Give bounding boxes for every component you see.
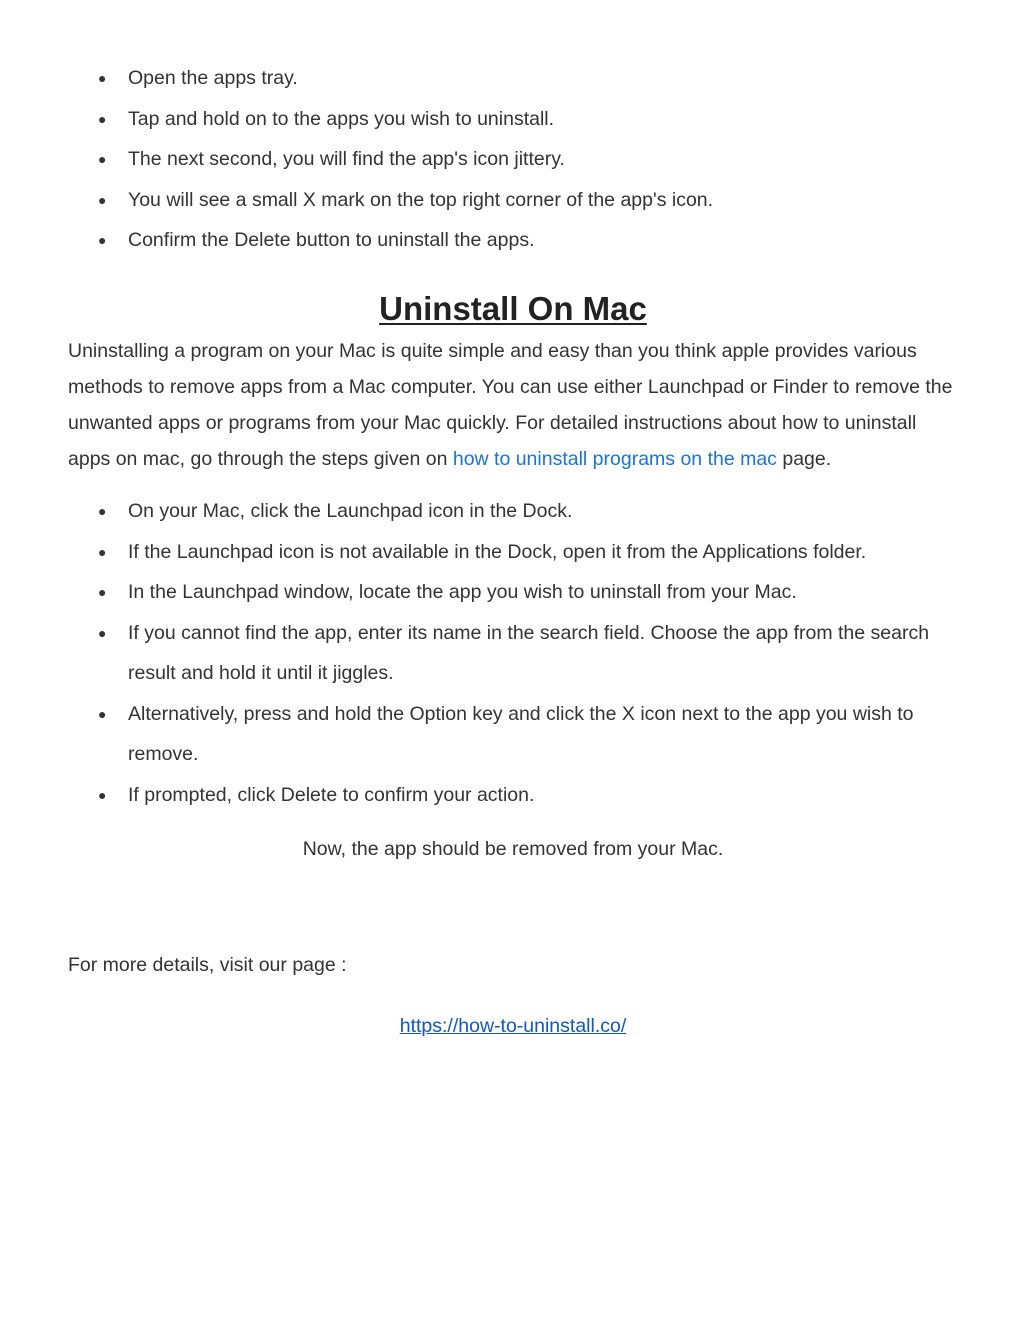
list-item-text: Open the apps tray.: [128, 67, 298, 89]
bullet-icon: ●: [98, 191, 107, 208]
list-item-text: Confirm the Delete button to uninstall the apps.: [128, 229, 535, 251]
list-item: [68, 775, 958, 816]
bullet-icon: ●: [98, 624, 107, 641]
bullet-icon: ●: [98, 70, 107, 86]
app-tray-steps-list: [68, 58, 958, 261]
bullet-icon: ●: [98, 584, 107, 601]
list-item: [68, 58, 958, 99]
mac-steps-list: [68, 491, 958, 815]
list-item: [68, 532, 958, 573]
section-heading: Uninstall On Mac: [379, 289, 647, 327]
more-details-text: For more details, visit our page :: [68, 954, 347, 977]
list-item: [68, 613, 958, 694]
site-url-line: [68, 1011, 958, 1041]
list-item: [68, 139, 958, 180]
list-item-text: In the Launchpad window, locate the app you wish to uninstall from your Mac.: [128, 581, 797, 604]
list-item: [68, 220, 958, 261]
list-item: [68, 99, 958, 140]
list-item-text: On your Mac, click the Launchpad icon in the Dock.: [128, 500, 573, 523]
site-url-link[interactable]: https://how-to-uninstall.co/: [399, 1015, 627, 1038]
paragraph-text: Uninstalling a program on your Mac is quite simple and easy than you think apple provides various methods to remove apps from a Mac computer. You can use either Launchpad or Finder to remove the unwanted apps or programs from your Mac quickly. For detailed instructions about how to uninstall apps on mac, go through the steps given on: [68, 339, 953, 471]
bullet-icon: ●: [98, 151, 107, 167]
document-body: [68, 58, 958, 1041]
paragraph-text-end: page.: [776, 448, 832, 471]
list-item-text: If you cannot find the app, enter its name in the search field. Choose the app from the search result and hold it until it jiggles.: [128, 621, 930, 685]
list-item: [68, 572, 958, 613]
bullet-icon: ●: [98, 110, 107, 127]
list-item-text: Tap and hold on to the apps you wish to uninstall.: [128, 107, 555, 130]
intro-paragraph: [68, 333, 958, 478]
bullet-icon: ●: [98, 232, 107, 248]
uninstall-programs-link[interactable]: how to uninstall programs on the mac: [452, 448, 777, 471]
list-item: [68, 491, 958, 532]
closing-note: Now, the app should be removed from your Mac.: [302, 838, 724, 861]
list-item-text: If the Launchpad icon is not available in the Dock, open it from the Applications folder.: [128, 540, 867, 563]
bullet-icon: ●: [98, 543, 107, 560]
bullet-icon: ●: [98, 705, 107, 722]
list-item: [68, 180, 958, 221]
list-item-text: Alternatively, press and hold the Option key and click the X icon next to the app you wish to remove.: [128, 702, 914, 766]
bullet-icon: ●: [98, 786, 107, 803]
bullet-icon: ●: [98, 503, 107, 520]
list-item-text: The next second, you will find the app's icon jittery.: [128, 148, 565, 170]
list-item-text: If prompted, click Delete to confirm your action.: [128, 783, 535, 806]
list-item: [68, 694, 958, 775]
list-item-text: You will see a small X mark on the top right corner of the app's icon.: [128, 188, 714, 211]
